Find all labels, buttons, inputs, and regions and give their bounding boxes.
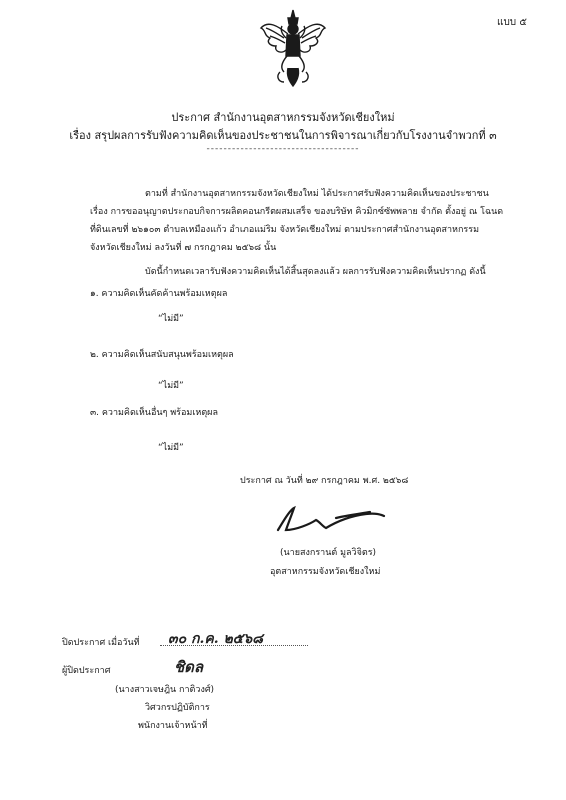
item-3-heading: ๓. ความคิดเห็นอื่นๆ พร้อมเหตุผล xyxy=(90,408,218,418)
item-3-answer: “ไม่มี” xyxy=(158,443,184,453)
form-code: แบบ ๕ xyxy=(497,17,527,28)
closer-name: (นางสาวเจษฎิน กาติวงศ์) xyxy=(115,685,215,695)
closer-role: พนักงานเจ้าหน้าที่ xyxy=(138,721,208,731)
item-1-answer: “ไม่มี” xyxy=(158,314,184,324)
document-title: ประกาศ สำนักงานอุตสาหกรรมจังหวัดเชียงใหม่ xyxy=(171,111,395,124)
paragraph-1-line-2: เรื่อง การขออนุญาตประกอบกิจการผลิตคอนกรีตผสมเสร็จ ของบริษัท คิวมิกซ์ซัพพลาย จำกัด ตั้งอยู่ ณ โฉนด xyxy=(90,207,504,217)
closing-date-underline xyxy=(160,645,308,646)
signatory-position: อุตสาหกรรมจังหวัดเชียงใหม่ xyxy=(270,567,381,577)
closer-label: ผู้ปิดประกาศ xyxy=(62,666,111,676)
paragraph-1-line-1: ตามที่ สำนักงานอุตสาหกรรมจังหวัดเชียงใหม่ ได้ประกาศรับฟังความคิดเห็นของประชาชน xyxy=(145,189,489,199)
paragraph-1-line-3: ที่ดินเลขที่ ๒๖๑๐๓ ตำบลเหมืองแก้ว อำเภอแม่ริม จังหวัดเชียงใหม่ ตามประกาศสำนักงานอุตสาหกรรม xyxy=(90,225,480,235)
garuda-emblem xyxy=(258,8,328,88)
closer-signature: ชิดล xyxy=(174,658,204,676)
closer-title: วิศวกรปฏิบัติการ xyxy=(145,703,210,713)
signature-image xyxy=(270,500,390,540)
announce-date: ประกาศ ณ วันที่ ๒๙ กรกฎาคม พ.ศ. ๒๕๖๘ xyxy=(240,476,409,486)
item-1-heading: ๑. ความคิดเห็นคัดค้านพร้อมเหตุผล xyxy=(90,289,228,299)
closing-date-stamp: ๓๐ ก.ค. ๒๕๖๘ xyxy=(168,631,263,647)
header-divider: ------------------------------------ xyxy=(206,144,360,154)
item-2-answer: “ไม่มี” xyxy=(158,381,184,391)
closing-label: ปิดประกาศ เมื่อวันที่ xyxy=(62,638,140,648)
item-2-heading: ๒. ความคิดเห็นสนับสนุนพร้อมเหตุผล xyxy=(90,350,234,360)
paragraph-2: บัดนี้กำหนดเวลารับฟังความคิดเห็นได้สิ้นสุดลงแล้ว ผลการรับฟังความคิดเห็นปรากฏ ดังนี้ xyxy=(145,267,486,277)
paragraph-1-line-4: จังหวัดเชียงใหม่ ลงวันที่ ๗ กรกฎาคม ๒๕๖๘ นั้น xyxy=(90,243,277,253)
signatory-name: (นายสงกรานต์ มูลวิจิตร) xyxy=(280,548,377,558)
document-subject: เรื่อง สรุปผลการรับฟังความคิดเห็นของประชาชนในการพิจารณาเกี่ยวกับโรงงานจำพวกที่ ๓ xyxy=(69,129,497,142)
